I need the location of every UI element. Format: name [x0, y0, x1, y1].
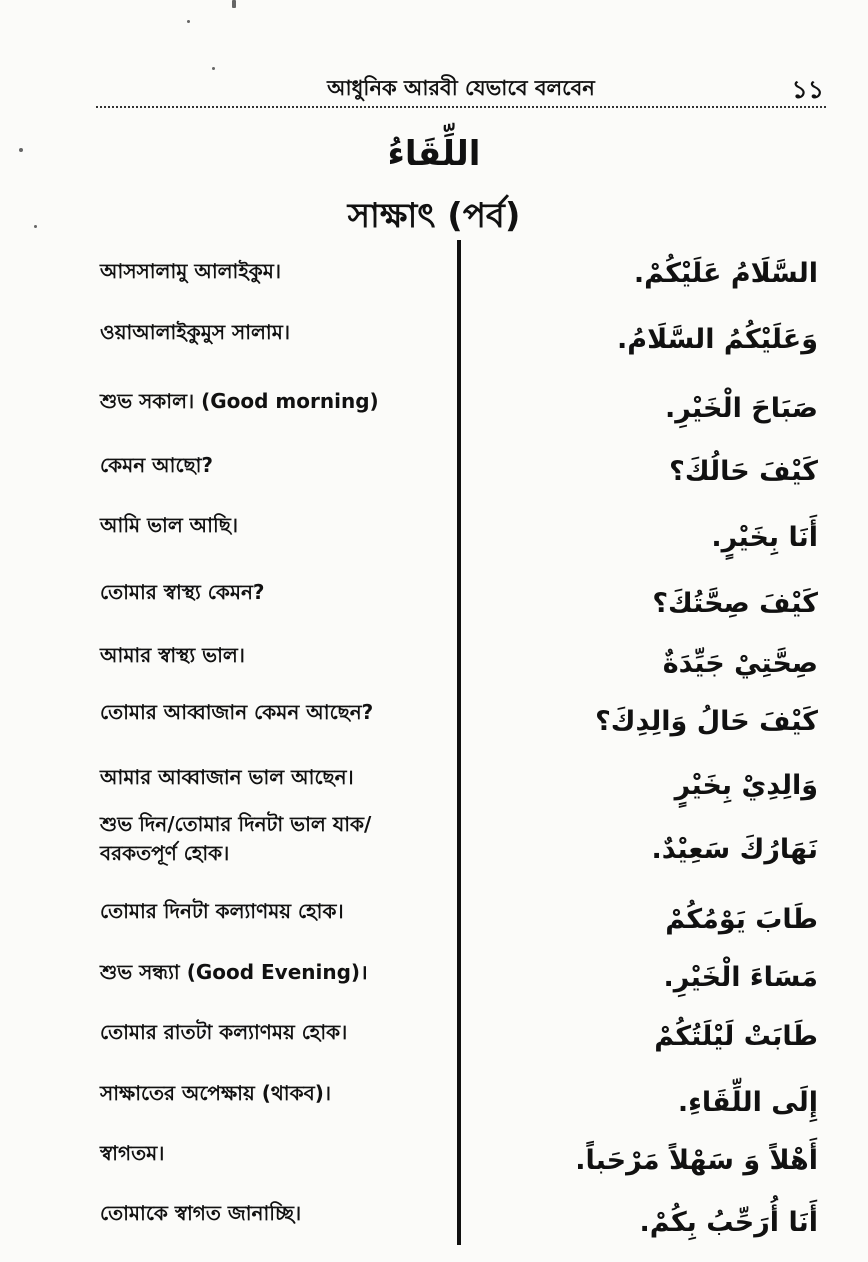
arabic-phrase [480, 1136, 818, 1184]
arabic-phrase [480, 1012, 818, 1060]
bangla-phrase-text: কেমন আছো? [100, 452, 213, 477]
bangla-phrase-text: তোমার আব্বাজান কেমন আছেন? [100, 699, 374, 724]
arabic-phrase-text: إِلَى اللِّقَاءِ. [677, 1086, 818, 1118]
bangla-phrase-text: স্বাগতম। [100, 1140, 165, 1165]
arabic-phrase [480, 895, 818, 943]
bangla-phrase-text: তোমার দিনটা কল্যাণময় হোক। [100, 898, 344, 923]
bangla-phrase [100, 1131, 445, 1175]
arabic-phrase [480, 1198, 818, 1246]
page-header [96, 70, 826, 108]
arabic-phrase [480, 579, 818, 627]
bangla-phrase [100, 690, 445, 734]
column-divider [457, 240, 461, 1245]
arabic-phrase [480, 447, 818, 495]
scan-speck [187, 20, 190, 23]
bangla-phrase [100, 633, 445, 677]
arabic-phrase [480, 697, 818, 745]
bangla-phrase-text: শুভ দিন/তোমার দিনটা ভাল যাক/ বরকতপূর্ণ হোক। [100, 812, 372, 865]
bangla-phrase [100, 310, 445, 354]
bangla-phrase [100, 503, 445, 547]
arabic-phrase-text: أَنَا بِخَيْرٍ. [711, 521, 818, 553]
bangla-phrase-text: তোমাকে স্বাগত জানাচ্ছি। [100, 1200, 302, 1225]
arabic-phrase-text: صِحَّتِيْ جَيِّدَةٌ [662, 647, 818, 679]
bangla-phrase-text: তোমার স্বাস্থ্য কেমন? [100, 579, 265, 604]
arabic-phrase-text: كَيْفَ صِحَّتُكَ؟ [652, 587, 818, 619]
arabic-phrase-text: مَسَاءَ الْخَيْرِ. [663, 961, 818, 993]
arabic-phrase [480, 513, 818, 561]
arabic-phrase-text: أَهْلاً وَ سَهْلاً مَرْحَباً. [575, 1144, 818, 1176]
running-title: আধুনিক আরবী যেভাবে বলবেন [327, 76, 595, 100]
arabic-phrase-text: طَابَ يَوْمُكُمْ [665, 903, 818, 935]
arabic-phrase [480, 953, 818, 1001]
arabic-phrase-text: السَّلَامُ عَلَيْكُمْ. [633, 257, 818, 289]
arabic-phrase-text: نَهَارُكَ سَعِيْدٌ. [651, 833, 818, 865]
bangla-phrase [100, 889, 445, 933]
arabic-phrase-text: أَنَا أُرَحِّبُ بِكُمْ. [639, 1206, 818, 1238]
arabic-phrase [480, 1078, 818, 1126]
bangla-phrase [100, 755, 445, 799]
bangla-phrase [100, 1071, 445, 1115]
bangla-phrase-text: আসসালামু আলাইকুম। [100, 258, 282, 283]
bangla-phrase [100, 804, 445, 874]
bangla-phrase-text: আমার স্বাস্থ্য ভাল। [100, 642, 245, 667]
arabic-phrase-text: كَيْفَ حَالُكَ؟ [669, 455, 818, 487]
arabic-phrase [480, 825, 818, 873]
arabic-phrase [480, 639, 818, 687]
bangla-phrase [100, 1010, 445, 1054]
page-number: ১১ [791, 75, 824, 104]
bangla-phrase [100, 249, 445, 293]
arabic-phrase [480, 761, 818, 809]
bangla-phrase-text: আমি ভাল আছি। [100, 512, 239, 537]
arabic-phrase [480, 384, 818, 432]
bangla-phrase-text: সাক্ষাতের অপেক্ষায় (থাকব)। [100, 1080, 332, 1105]
scan-speck [232, 0, 236, 8]
arabic-phrase-text: طَابَتْ لَيْلَتُكُمْ [654, 1020, 818, 1052]
arabic-section-title: اللِّقَاءُ [387, 134, 481, 174]
bangla-phrase [100, 1191, 445, 1235]
arabic-phrase-text: كَيْفَ حَالُ وَالِدِكَ؟ [595, 705, 818, 737]
arabic-phrase-text: وَعَلَيْكُمُ السَّلَامُ. [617, 323, 818, 355]
arabic-phrase-text: وَالِدِيْ بِخَيْرٍ [674, 769, 818, 801]
bangla-phrase-text: শুভ সকাল। (Good morning) [100, 388, 379, 413]
bangla-phrase-text: শুভ সন্ধ্যা (Good Evening)। [100, 959, 368, 984]
arabic-phrase [480, 315, 818, 363]
bangla-phrase [100, 570, 445, 614]
bangla-phrase-text: তোমার রাতটা কল্যাণময় হোক। [100, 1019, 348, 1044]
arabic-phrase-text: صَبَاحَ الْخَيْرِ. [664, 392, 818, 424]
bangla-phrase [100, 443, 445, 487]
bangla-section-title: সাক্ষাৎ (পর্ব) [347, 196, 521, 236]
bangla-phrase [100, 950, 445, 994]
bangla-phrase-text: আমার আব্বাজান ভাল আছেন। [100, 764, 354, 789]
arabic-phrase [480, 249, 818, 297]
bangla-phrase-text: ওয়াআলাইকুমুস সালাম। [100, 319, 290, 344]
bangla-phrase [100, 379, 445, 423]
